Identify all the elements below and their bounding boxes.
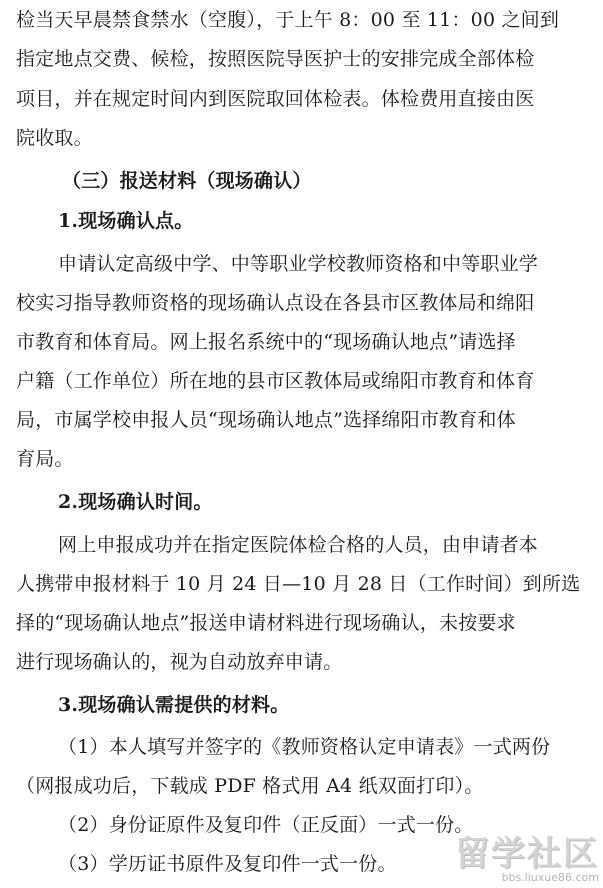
text-line: 项目，并在规定时间内到医院取回体检表。体检费用直接由医 [16,88,535,110]
list-item-continuation: （网报成功后，下载成 PDF 格式用 A4 纸双面打印）。 [16,775,484,797]
text-line: 网上申报成功并在指定医院体检合格的人员，由申请者本 [58,534,539,556]
section-heading: （三）报送材料（现场确认） [62,170,312,192]
subsection-heading: 2.现场确认时间。 [58,491,213,513]
watermark-url: bbs.liuxue86.com [501,871,599,884]
subsection-heading: 3.现场确认需提供的材料。 [58,694,290,716]
text-line: 人携带申报材料于 10 月 24 日—10 月 28 日（工作时间）到所选 [16,573,581,595]
list-item: （1）本人填写并签字的《教师资格认定申请表》一式两份 [58,736,551,758]
subsection-heading: 1.现场确认点。 [58,210,194,232]
text-line: 院收取。 [16,127,93,149]
text-line: 市教育和体育局。网上报名系统中的“现场确认地点”请选择 [16,331,516,353]
text-line: 申请认定高级中学、中等职业学校教师资格和中等职业学 [58,253,539,275]
text-line: 户籍（工作单位）所在地的县市区教体局或绵阳市教育和体育 [16,370,535,392]
watermark-logo: 留学社区 [455,834,599,874]
text-line: 局，市属学校申报人员“现场确认地点”选择绵阳市教育和体 [16,409,516,431]
text-line: 进行现场确认的，视为自动放弃申请。 [16,651,343,673]
watermark [455,836,599,884]
text-line: 育局。 [16,448,74,470]
list-item: （3）学历证书原件及复印件一式一份。 [58,853,397,875]
text-line: 检当天早晨禁食禁水（空腹），于上午 8：00 至 11：00 之间到 [16,9,560,31]
text-line: 择的“现场确认地点”报送申请材料进行现场确认，未按要求 [16,612,516,634]
text-line: 校实习指导教师资格的现场确认点设在各县市区教体局和绵阳 [16,292,535,314]
text-line: 指定地点交费、候检，按照医院导医护士的安排完成全部体检 [16,48,535,70]
list-item: （2）身份证原件及复印件（正反面）一式一份。 [58,814,474,836]
